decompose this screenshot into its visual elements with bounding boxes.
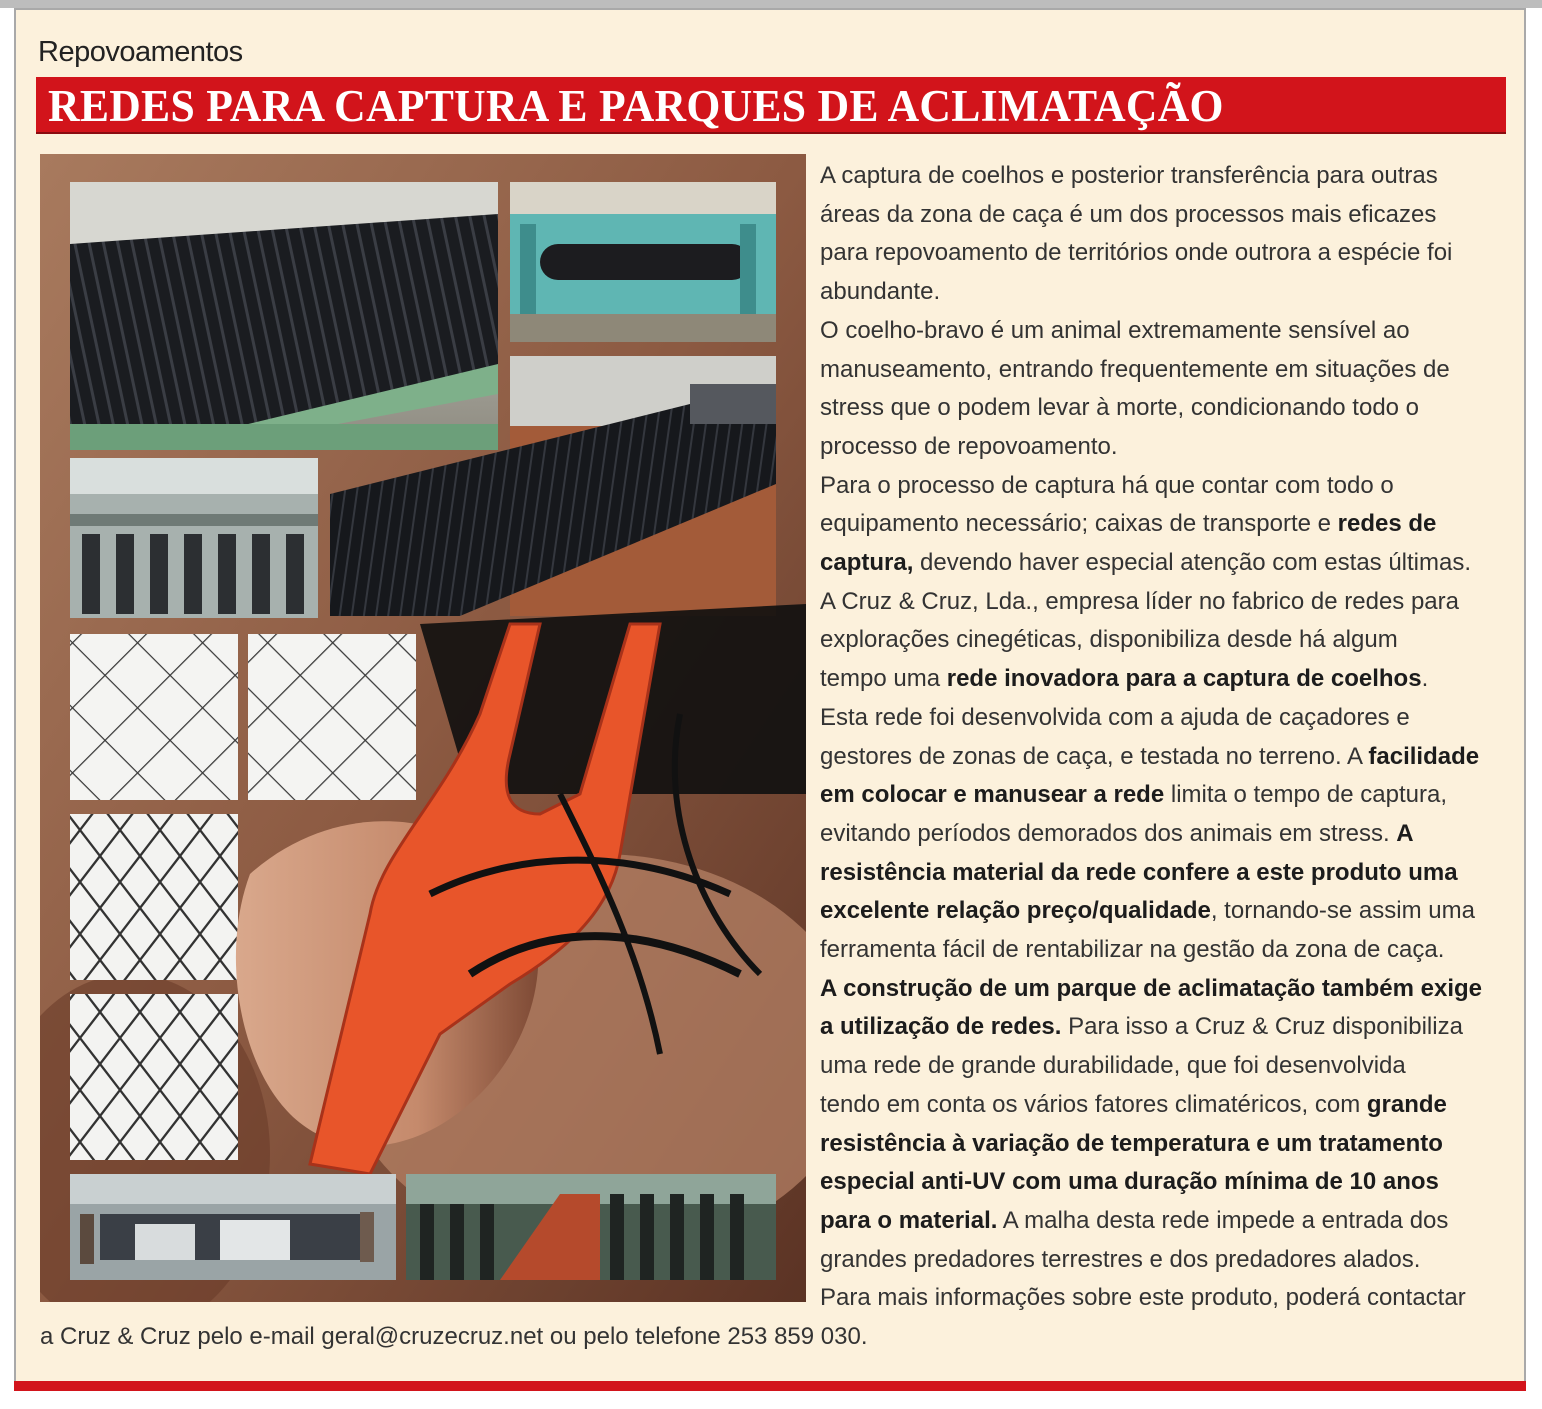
article-line (820, 1125, 1443, 1163)
article-line (820, 428, 1118, 466)
article-title: REDES PARA CAPTURA E PARQUES DE ACLIMATAÇÃO (48, 81, 1224, 131)
article-line (820, 157, 1438, 195)
machine-row-photo (406, 1174, 776, 1280)
article-line (820, 1163, 1439, 1201)
article-line (820, 544, 1471, 582)
body-text: A malha desta rede impede a entrada dos (997, 1206, 1449, 1234)
article-line (820, 970, 1482, 1008)
section-label: Repovoamentos (38, 36, 243, 68)
net-mesh-sample-3 (70, 814, 238, 980)
bold-text: em colocar e manusear a rede (820, 781, 1165, 809)
bold-text: captura, (820, 549, 914, 576)
body-text: áreas da zona de caça é um dos processos mais eficazes (820, 200, 1437, 228)
body-text: tendo em conta os vários fatores climatéricos, com (820, 1090, 1367, 1118)
body-text: Para mais informações sobre este produto, poderá contactar (820, 1284, 1466, 1312)
body-text: manuseamento, entrando frequentemente em situações de (820, 355, 1450, 383)
body-text: , tornando-se assim uma (1210, 897, 1475, 925)
bold-text: rede inovadora para a captura de coelhos (946, 665, 1422, 693)
article-line (820, 1241, 1420, 1279)
body-text: stress que o podem levar à morte, condicionando todo o (820, 394, 1420, 422)
bold-text: grande (1366, 1090, 1447, 1118)
bold-text: A (1396, 819, 1414, 847)
body-text: . (1421, 665, 1429, 693)
net-mesh-sample-1 (70, 634, 238, 800)
body-text: A Cruz & Cruz, Lda., empresa líder no fabrico de redes para (820, 587, 1459, 615)
body-text: Esta rede foi desenvolvida com a ajuda de caçadores e (820, 703, 1410, 731)
article-line (820, 1279, 1466, 1317)
article-line (820, 776, 1447, 814)
article-line (820, 621, 1398, 659)
bold-text: facilidade (1368, 742, 1480, 770)
net-mesh-sample-4 (70, 994, 238, 1160)
article-line (820, 351, 1450, 389)
bold-text: especial anti-UV com uma duração mínima de 10 anos (820, 1168, 1439, 1196)
body-text: explorações cinegéticas, disponibiliza desde há algum (820, 626, 1398, 654)
article-line (820, 467, 1394, 505)
bold-text: a utilização de redes. (820, 1013, 1062, 1041)
body-text: devendo haver especial atenção com estas últimas. (913, 549, 1472, 576)
article-line (820, 738, 1479, 776)
article-line (820, 312, 1410, 350)
body-text: para repovoamento de territórios onde outrora a espécie foi (820, 239, 1453, 267)
bold-text: resistência material da rede confere a este produto uma (820, 858, 1458, 886)
photo-collage (40, 154, 806, 1302)
body-text: uma rede de grande durabilidade, que foi desenvolvida (820, 1052, 1406, 1080)
article-line (820, 505, 1436, 543)
body-text: gestores de zonas de caça, e testada no terreno. A (820, 742, 1369, 770)
bottom-rule (14, 1381, 1526, 1391)
netting-machine-photo (510, 182, 776, 342)
factory-workers-photo (70, 1174, 396, 1280)
body-text: Para isso a Cruz & Cruz disponibiliza (1061, 1013, 1463, 1041)
body-text: processo de repovoamento. (820, 432, 1118, 460)
article-line (820, 699, 1410, 737)
body-text: O coelho-bravo é um animal extremamente sensível ao (820, 316, 1410, 344)
article-line (820, 892, 1475, 930)
article-line (820, 1202, 1448, 1240)
yarn-spools-photo (70, 458, 318, 618)
article-line (820, 815, 1414, 853)
article-line (820, 583, 1459, 621)
body-text: ferramenta fácil de rentabilizar na gestão da zona de caça. (820, 936, 1445, 963)
bold-text: excelente relação preço/qualidade (820, 897, 1211, 925)
article-line (820, 389, 1419, 427)
body-text: evitando períodos demorados dos animais em stress. (820, 819, 1397, 847)
body-text: A captura de coelhos e posterior transferência para outras (820, 162, 1438, 189)
body-text: Para o processo de captura há que contar com todo o (820, 471, 1394, 499)
article-line (820, 234, 1452, 272)
body-text: grandes predadores terrestres e dos predadores alados. (820, 1245, 1421, 1273)
article-line (820, 1086, 1447, 1124)
body-text: limita o tempo de captura, (1164, 781, 1447, 809)
net-production-line-photo (70, 182, 498, 450)
bold-text: para o material. (820, 1206, 998, 1234)
article-line (820, 660, 1428, 698)
top-rule (0, 0, 1542, 8)
body-text: abundante. (820, 278, 941, 306)
body-text: equipamento necessário; caixas de transporte e (820, 510, 1338, 538)
article-line (820, 1047, 1406, 1085)
article-line (820, 273, 940, 311)
article-line (820, 1008, 1463, 1046)
net-mesh-sample-2 (248, 634, 416, 800)
article-line (40, 1318, 868, 1356)
body-text: a Cruz & Cruz pelo e-mail geral@cruzecruz.net ou pelo telefone 253 859 030. (40, 1323, 868, 1350)
bold-text: A construção de um parque de aclimatação também exige (820, 974, 1482, 1002)
article-line (820, 931, 1444, 969)
body-text: tempo uma (820, 665, 947, 693)
article-line (820, 196, 1436, 234)
bold-text: resistência à variação de temperatura e um tratamento (820, 1129, 1443, 1157)
article-line (820, 854, 1458, 892)
bold-text: redes de (1337, 510, 1437, 538)
title-bar (36, 77, 1506, 134)
